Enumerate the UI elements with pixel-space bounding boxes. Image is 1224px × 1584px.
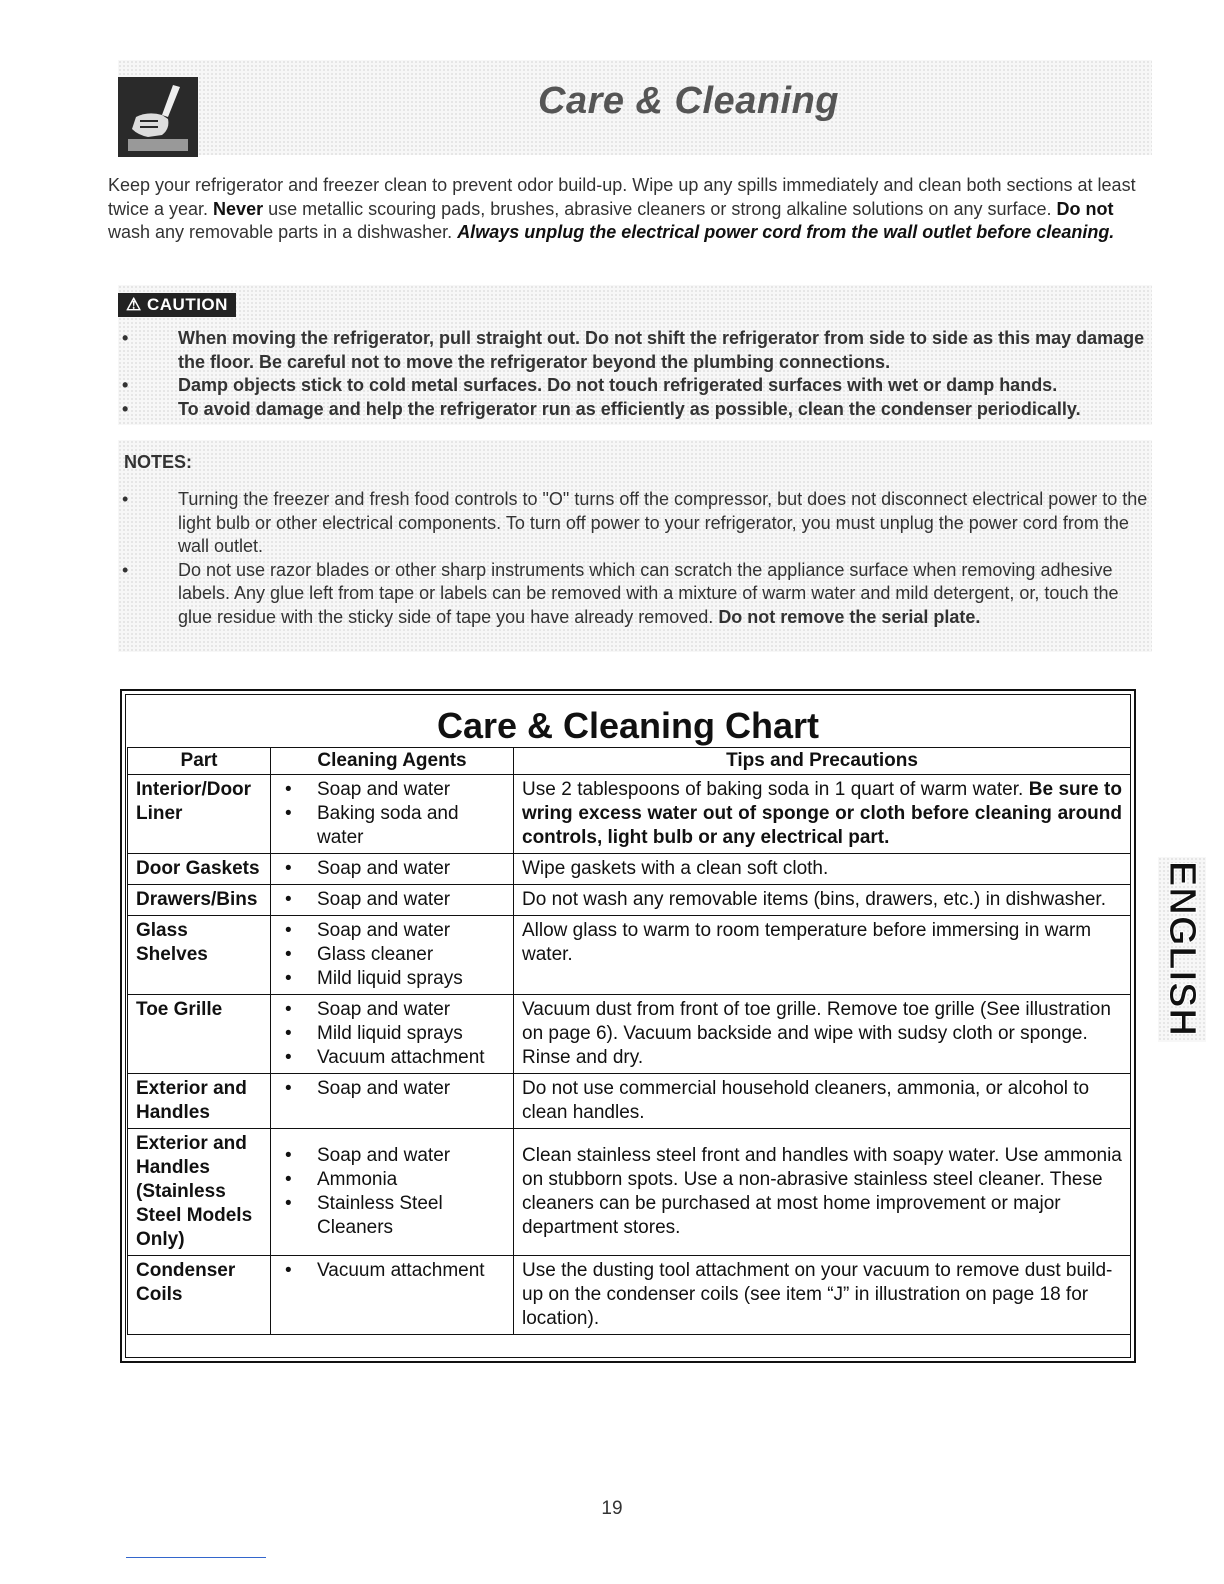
part-cell: Interior/Door Liner	[128, 775, 271, 854]
agents-cell	[271, 1129, 514, 1256]
agent-text: Soap and water	[317, 779, 451, 800]
agent-item: • Soap and water	[285, 920, 451, 941]
agent-text: Baking soda and water	[317, 803, 459, 848]
agent-text: Stainless Steel Cleaners	[317, 1193, 443, 1238]
tips-cell: Vacuum dust from front of toe grille. Remove toe grille (See illustration on page 6). Vacuum backside and wipe with sudsy cloth or sponge. Rinse and dry.	[514, 995, 1131, 1074]
bullet-icon: •	[122, 489, 129, 509]
agent-text: Soap and water	[317, 889, 451, 910]
agent-text: Ammonia	[317, 1169, 398, 1190]
agent-text: Mild liquid sprays	[317, 968, 463, 989]
page-number: 19	[601, 1498, 623, 1519]
caution-item	[118, 398, 1148, 422]
notes-title: NOTES:	[124, 452, 193, 472]
intro-text-1: Keep your refrigerator and freezer clean to prevent odor build-up. Wipe up any spills immediately and clean both sections at least twice a year.	[108, 175, 1136, 219]
notes-list	[118, 488, 1148, 629]
bullet-icon: •	[122, 559, 129, 580]
bullet-icon: •	[122, 328, 129, 348]
caution-item	[118, 327, 1148, 374]
tips-cell	[514, 775, 1131, 854]
header-agents: Cleaning Agents	[271, 748, 514, 775]
part-cell: Drawers/Bins	[128, 885, 271, 916]
caution-badge	[118, 293, 236, 317]
tips-cell: Clean stainless steel front and handles with soapy water. Use ammonia on stubborn spots. Use a non-abrasive stainless steel cleaner. These cleaners can be purchased at most home improvement or major department stores.	[514, 1129, 1131, 1256]
agent-item: • Ammonia	[285, 1169, 398, 1190]
tips-text: Use 2 tablespoons of baking soda in 1 quart of warm water.	[522, 779, 1029, 800]
chart-title: Care & Cleaning Chart	[436, 705, 820, 746]
agents-cell	[271, 995, 514, 1074]
tips-bold-text: Be sure to wring excess water out of sponge or cloth before cleaning around controls, light bulb or any electrical part.	[522, 779, 1122, 848]
intro-do-not: Do not	[1056, 198, 1114, 219]
language-label: ENGLISH	[1161, 861, 1203, 1037]
bullet-icon: •	[122, 398, 129, 419]
agent-item: • Glass cleaner	[285, 944, 434, 965]
agent-item: • Vacuum attachment	[285, 1047, 485, 1068]
intro-never: Never	[213, 198, 264, 219]
bullet-icon: •	[122, 375, 129, 395]
page-title: Care & Cleaning	[538, 80, 840, 122]
part-cell: Glass Shelves	[128, 916, 271, 995]
tips-cell: Do not use commercial household cleaners, ammonia, or alcohol to clean handles.	[514, 1074, 1131, 1129]
agent-item: • Vacuum attachment	[285, 1260, 485, 1281]
table-row	[128, 854, 1131, 885]
agents-cell	[271, 1074, 514, 1129]
table-row	[128, 995, 1131, 1074]
intro-text-3: wash any removable parts in a dishwasher.	[108, 222, 458, 242]
caution-text: Damp objects stick to cold metal surfaces. Do not touch refrigerated surfaces with wet or damp hands.	[178, 375, 1058, 395]
part-cell: Exterior and Handles (Stainless Steel Models Only)	[128, 1129, 271, 1256]
agent-text: Soap and water	[317, 920, 451, 941]
care-cleaning-chart	[120, 689, 1136, 1363]
table-row	[128, 1074, 1131, 1129]
language-tab	[1158, 857, 1206, 1042]
agent-text: Vacuum attachment	[317, 1260, 485, 1281]
table-row	[128, 916, 1131, 995]
agent-text: Soap and water	[317, 999, 451, 1020]
agents-cell	[271, 854, 514, 885]
caution-item	[118, 374, 1148, 398]
tips-cell: Do not wash any removable items (bins, drawers, etc.) in dishwasher.	[514, 885, 1131, 916]
caution-label: CAUTION	[146, 295, 228, 314]
note-text: Do not use razor blades or other sharp instruments which can scratch the appliance surface when removing adhesive labels. Any glue left from tape or labels can be removed with a mixture of warm water and mild detergent, or, touch the glue residue with the sticky side of tape you have already removed.	[178, 559, 1119, 627]
table-row	[128, 1256, 1131, 1335]
caution-section	[118, 285, 1152, 425]
note-text: Turning the freezer and fresh food controls to "O" turns off the compressor, but does not disconnect electrical power to the light bulb or other electrical components. To turn off power to your refrigerator, you must unplug the power cord from the wall outlet.	[178, 489, 1148, 556]
agent-item: • Stainless Steel Cleaners	[285, 1193, 443, 1238]
notes-section	[118, 440, 1152, 652]
tips-cell: Wipe gaskets with a clean soft cloth.	[514, 854, 1131, 885]
agent-item: • Baking soda and water	[285, 803, 459, 848]
agents-cell	[271, 885, 514, 916]
agents-cell	[271, 775, 514, 854]
footer-divider	[126, 1557, 266, 1558]
agents-cell	[271, 1256, 514, 1335]
care-table	[127, 747, 1131, 1335]
tips-cell: Use the dusting tool attachment on your vacuum to remove dust build-up on the condenser coils (see item “J” in illustration on page 18 for location).	[514, 1256, 1131, 1335]
intro-text-2: use metallic scouring pads, brushes, abrasive cleaners or strong alkaline solutions on any surface.	[263, 198, 1057, 219]
tips-cell: Allow glass to warm to room temperature before immersing in warm water.	[514, 916, 1131, 995]
agent-text: Soap and water	[317, 1145, 451, 1166]
page-header	[118, 60, 1152, 155]
part-cell: Toe Grille	[128, 995, 271, 1074]
header-tips: Tips and Precautions	[514, 748, 1131, 775]
intro-paragraph	[108, 174, 1156, 245]
agent-item: • Soap and water	[285, 889, 451, 910]
note-item	[118, 559, 1148, 630]
caution-text: To avoid damage and help the refrigerator run as efficiently as possible, clean the condenser periodically.	[178, 398, 1081, 419]
table-row	[128, 1129, 1131, 1256]
agent-item: • Soap and water	[285, 1078, 451, 1099]
agent-item: • Mild liquid sprays	[285, 968, 463, 989]
agent-item: • Soap and water	[285, 999, 451, 1020]
agent-text: Mild liquid sprays	[317, 1023, 463, 1044]
cleaning-hand-icon	[118, 77, 198, 157]
header-part: Part	[128, 748, 271, 775]
agent-item: • Mild liquid sprays	[285, 1023, 463, 1044]
agents-cell	[271, 916, 514, 995]
note-item	[118, 488, 1148, 559]
agent-text: Soap and water	[317, 1078, 451, 1099]
warning-triangle-icon: ⚠	[126, 295, 142, 314]
agent-text: Vacuum attachment	[317, 1047, 485, 1068]
agent-item: • Soap and water	[285, 1145, 451, 1166]
note-serial-warning: Do not remove the serial plate.	[718, 606, 981, 627]
agent-text: Soap and water	[317, 858, 451, 879]
agent-item: • Soap and water	[285, 779, 451, 800]
part-cell: Door Gaskets	[128, 854, 271, 885]
table-row	[128, 885, 1131, 916]
table-row	[128, 775, 1131, 854]
part-cell: Exterior and Handles	[128, 1074, 271, 1129]
caution-list	[118, 327, 1148, 421]
intro-unplug-warning: Always unplug the electrical power cord from the wall outlet before cleaning.	[457, 222, 1115, 242]
part-cell: Condenser Coils	[128, 1256, 271, 1335]
agent-item: • Soap and water	[285, 858, 451, 879]
agent-text: Glass cleaner	[317, 944, 434, 965]
caution-text: When moving the refrigerator, pull straight out. Do not shift the refrigerator from side to side as this may damage the floor. Be careful not to move the refrigerator beyond the plumbing connections.	[178, 328, 1145, 372]
table-header-row	[128, 748, 1131, 775]
